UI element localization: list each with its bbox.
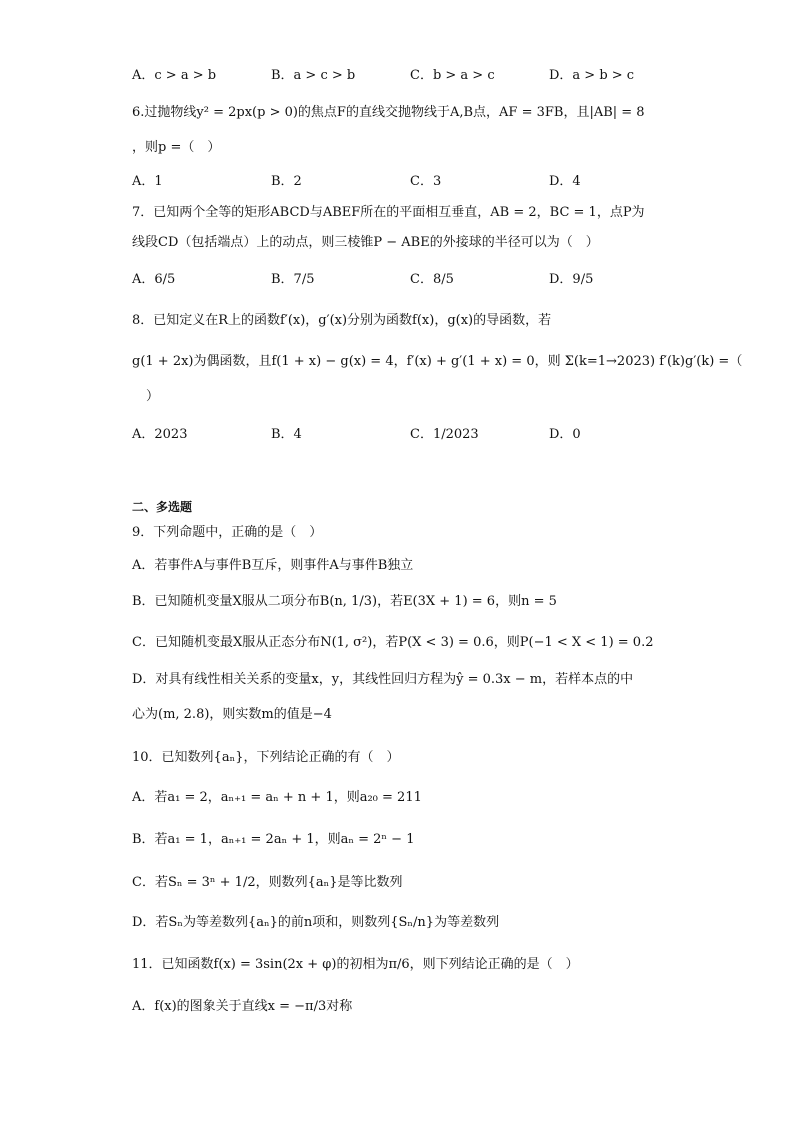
q5-option-a: A．c > a > b: [132, 68, 217, 83]
q10-option-a: A．若a₁ = 2，aₙ₊₁ = aₙ + n + 1，则a₂₀ = 211: [132, 790, 422, 805]
q5-option-b: B．a > c > b: [271, 68, 356, 83]
q8-option-c: C．1/2023: [410, 427, 479, 442]
q5-option-d: D．a > b > c: [549, 68, 635, 83]
q11-option-a: A．f(x)的图象关于直线x = −π/3对称: [132, 999, 353, 1014]
q9-stem: 9．下列命题中，正确的是（ ）: [132, 525, 323, 540]
q7-option-b: B．7/5: [271, 272, 315, 287]
q8-stem-line-1: 8．已知定义在R上的函数f′(x)，g′(x)分别为函数f(x)，g(x)的导函数，若: [132, 313, 552, 328]
section-title-multiple-choice: 二、多选题: [132, 500, 193, 514]
q9-option-a: A．若事件A与事件B互斥，则事件A与事件B独立: [132, 558, 414, 573]
q9-option-c: C．已知随机变最X服从正态分布N(1, σ²)，若P(X < 3) = 0.6，则P(−1 < X < 1) = 0.2: [132, 635, 654, 650]
q11-stem: 11．已知函数f(x) = 3sin(2x + φ)的初相为π/6，则下列结论正确的是（ ）: [132, 957, 579, 972]
q10-option-d: D．若Sₙ为等差数列{aₙ}的前n项和，则数列{Sₙ/n}为等差数列: [132, 915, 500, 930]
q8-stem-line-2: g(1 + 2x)为偶函数，且f(1 + x) − g(x) = 4，f′(x) + g′(1 + x) = 0，则 Σ(k=1→2023) f′(k)g′(k) =（: [132, 354, 743, 369]
q7-option-d: D．9/5: [549, 272, 594, 287]
q7-option-c: C．8/5: [410, 272, 454, 287]
q6-option-d: D．4: [549, 174, 581, 189]
q6-stem-line-2: ，则p =（ ）: [132, 140, 221, 155]
q10-option-c: C．若Sₙ = 3ⁿ + 1/2，则数列{aₙ}是等比数列: [132, 875, 403, 890]
q8-option-b: B．4: [271, 427, 302, 442]
q8-option-d: D．0: [549, 427, 581, 442]
q10-option-b: B．若a₁ = 1，aₙ₊₁ = 2aₙ + 1，则aₙ = 2ⁿ − 1: [132, 832, 415, 847]
q8-stem-line-3: ）: [146, 389, 160, 404]
q7-option-a: A．6/5: [132, 272, 176, 287]
q10-stem: 10．已知数列{aₙ}，下列结论正确的有（ ）: [132, 750, 400, 765]
q8-option-a: A．2023: [132, 427, 188, 442]
q6-option-c: C．3: [410, 174, 442, 189]
q6-stem-line-1: 6.过抛物线y² = 2px(p > 0)的焦点F的直线交抛物线于A,B点，AF = 3FB，且|AB| = 8: [132, 105, 645, 120]
q9-option-d-line-2: 心为(m, 2.8)，则实数m的值是−4: [132, 707, 332, 722]
q6-option-a: A．1: [132, 174, 163, 189]
q5-option-c: C．b > a > c: [410, 68, 495, 83]
q9-option-d-line-1: D．对具有线性相关关系的变量x，y，其线性回归方程为ŷ = 0.3x − m，若样本点的中: [132, 672, 634, 687]
q7-stem-line-2: 线段CD（包括端点）上的动点，则三棱锥P − ABE的外接球的半径可以为（ ）: [132, 235, 599, 250]
q9-option-b: B．已知随机变量X服从二项分布B(n, 1/3)，若E(3X + 1) = 6，则n = 5: [132, 594, 557, 609]
q6-option-b: B．2: [271, 174, 302, 189]
q7-stem-line-1: 7．已知两个全等的矩形ABCD与ABEF所在的平面相互垂直，AB = 2，BC = 1，点P为: [132, 205, 645, 220]
